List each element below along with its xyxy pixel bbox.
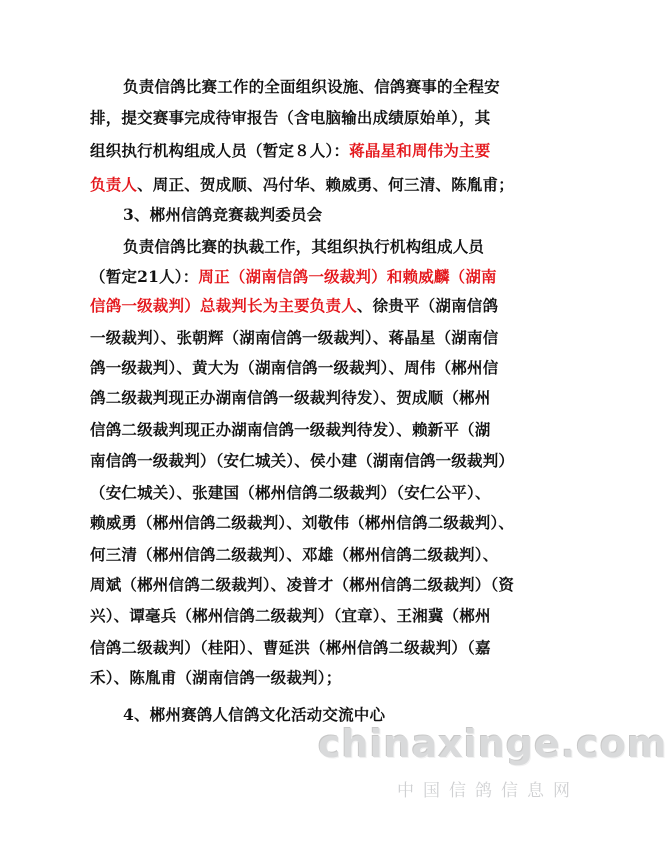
text-segment: 周斌（郴州信鸽二级裁判）、凌普才（郴州信鸽二级裁判）（资 <box>90 575 515 594</box>
heading-text: 4、郴州赛鸽人信鸽文化活动交流中心 <box>123 705 386 724</box>
paragraph-line <box>90 353 510 383</box>
text-segment: 组织执行机构组成人员（暂定８人）： <box>90 141 350 160</box>
paragraph-line <box>90 446 515 476</box>
paragraph-line <box>90 103 510 133</box>
text-segment: 信鸽二级裁判）（桂阳）、曹延洪（郴州信鸽二级裁判）（嘉 <box>90 638 491 657</box>
text-segment: 、徐贵平（湖南信鸽 <box>356 296 499 315</box>
paragraph-line <box>90 508 515 538</box>
highlight-segment: 周正（湖南信鸽一级裁判）和赖威麟（湖南 <box>198 267 497 286</box>
paragraph-line <box>90 570 515 600</box>
paragraph-line <box>123 232 543 262</box>
paragraph-line <box>90 540 510 570</box>
paragraph-line <box>90 601 510 631</box>
section-heading <box>123 200 543 230</box>
text-segment: （安仁城关）、张建国（郴州信鸽二级裁判）（安仁公平）、 <box>90 483 491 502</box>
text-segment: 何三清（郴州信鸽二级裁判）、邓雄（郴州信鸽二级裁判）、 <box>90 545 499 564</box>
heading-text: 3、郴州信鸽竞赛裁判委员会 <box>123 205 323 224</box>
paragraph-line <box>90 136 510 166</box>
text-segment: 一级裁判）、张朝辉（湖南信鸽一级裁判）、蒋晶星（湖南信 <box>90 328 499 347</box>
paragraph-line <box>90 383 510 413</box>
text-segment: 鸽一级裁判）、黄大为（湖南信鸽一级裁判）、周伟（郴州信 <box>90 358 499 377</box>
paragraph-line <box>90 633 510 663</box>
paragraph-line <box>90 415 510 445</box>
text-segment: 信鸽二级裁判现正办湖南信鸽一级裁判待发）、赖新平（湖 <box>90 420 491 439</box>
text-segment: 鸽二级裁判现正办湖南信鸽一级裁判待发）、贺成顺（郴州 <box>90 388 491 407</box>
watermark-site-name: 中国信鸽信息网 <box>397 781 579 801</box>
text-segment: 兴）、谭毫兵（郴州信鸽二级裁判）（宜章）、王湘冀（郴州 <box>90 606 491 625</box>
text-segment: （暂定21人）： <box>90 267 199 286</box>
paragraph-line <box>90 478 510 508</box>
paragraph-line <box>90 291 510 321</box>
text-segment: 、周正、贺成顺、冯付华、赖威勇、何三清、陈胤甫； <box>137 175 514 194</box>
text-segment: 排，提交赛事完成待审报告（含电脑输出成绩原始单），其 <box>90 108 491 127</box>
paragraph-line <box>123 72 543 102</box>
paragraph-line <box>90 663 510 693</box>
highlight-segment: 蒋晶星和周伟为主要 <box>349 141 491 160</box>
paragraph-line <box>90 170 514 200</box>
highlight-segment: 信鸽一级裁判）总裁判长为主要负责人 <box>90 296 357 315</box>
paragraph-line <box>90 262 510 292</box>
watermark-logo: chinaxinge.com <box>318 722 668 766</box>
text-segment: 禾）、陈胤甫（湖南信鸽一级裁判）； <box>90 668 342 687</box>
text-segment: 负责信鸽比赛的执裁工作，其组织执行机构组成人员 <box>123 237 485 256</box>
text-segment: 负责信鸽比赛工作的全面组织设施、信鸽赛事的全程安 <box>123 77 500 96</box>
text-segment: 南信鸽一级裁判）（安仁城关）、侯小建（湖南信鸽一级裁判） <box>90 451 515 470</box>
highlight-segment: 负责人 <box>90 175 138 194</box>
text-segment: 赖威勇（郴州信鸽二级裁判）、刘敬伟（郴州信鸽二级裁判）、 <box>90 513 515 532</box>
paragraph-line <box>90 323 510 353</box>
